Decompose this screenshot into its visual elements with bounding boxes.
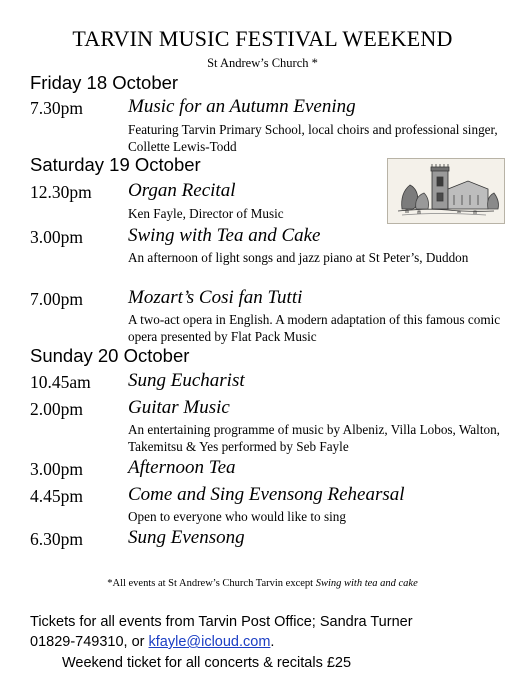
tickets-line: Tickets for all events from Tarvin Post Office; Sandra Turner — [30, 614, 413, 630]
event-description: An entertaining programme of music by Albeniz, Villa Lobos, Walton, Takemitsu & Yes performed by Seb Fayle — [128, 422, 500, 454]
footnote-exception: Swing with tea and cake — [315, 578, 418, 589]
page-title: TARVIN MUSIC FESTIVAL WEEKEND — [72, 26, 453, 51]
event-time: 2.00pm — [30, 399, 83, 419]
church-sketch-drawing — [388, 159, 504, 223]
event-title: Music for an Autumn Evening — [128, 96, 356, 117]
church-sketch-icon — [387, 158, 505, 224]
weekend-ticket: Weekend ticket for all concerts & recitals £25 — [62, 655, 352, 671]
email-suffix: . — [270, 634, 275, 650]
tickets-info — [30, 612, 510, 652]
event-title: Sung Evensong — [128, 527, 245, 548]
event-description: An afternoon of light songs and jazz piano at St Peter’s, Duddon — [128, 250, 469, 265]
event-description: Ken Fayle, Director of Music — [128, 206, 284, 221]
tickets-contact-line — [30, 632, 510, 652]
event-description: Open to everyone who would like to sing — [128, 509, 346, 524]
day-heading: Saturday 19 October — [30, 154, 201, 175]
day-heading: Sunday 20 October — [30, 345, 190, 366]
event-description: Featuring Tarvin Primary School, local choirs and professional singer, Collette Lewis-Todd — [128, 122, 498, 154]
event-time: 7.00pm — [30, 289, 83, 309]
phone-text: 01829-749310, or — [30, 634, 149, 650]
event-time: 10.45am — [30, 372, 91, 392]
event-title: Organ Recital — [128, 180, 236, 201]
footnote-text: *All events at St Andrew’s Church Tarvin except — [107, 578, 316, 589]
email-link[interactable]: kfayle@icloud.com — [148, 634, 271, 650]
event-time: 3.00pm — [30, 459, 83, 479]
day-heading: Friday 18 October — [30, 72, 179, 93]
event-title: Afternoon Tea — [128, 457, 236, 478]
event-description: A two-act opera in English. A modern adaptation of this famous comic opera presented by Flat Pack Music — [128, 312, 501, 344]
event-title: Swing with Tea and Cake — [128, 225, 321, 246]
event-time: 6.30pm — [30, 529, 83, 549]
venue-subtitle: St Andrew’s Church * — [207, 56, 318, 70]
event-time: 4.45pm — [30, 486, 83, 506]
event-title: Sung Eucharist — [128, 370, 245, 391]
footnote — [0, 577, 525, 591]
event-time: 12.30pm — [30, 182, 92, 202]
event-title: Come and Sing Evensong Rehearsal — [128, 484, 405, 505]
event-time: 7.30pm — [30, 98, 83, 118]
event-title: Mozart’s Cosi fan Tutti — [128, 287, 303, 308]
event-title: Guitar Music — [128, 397, 230, 418]
event-time: 3.00pm — [30, 227, 83, 247]
